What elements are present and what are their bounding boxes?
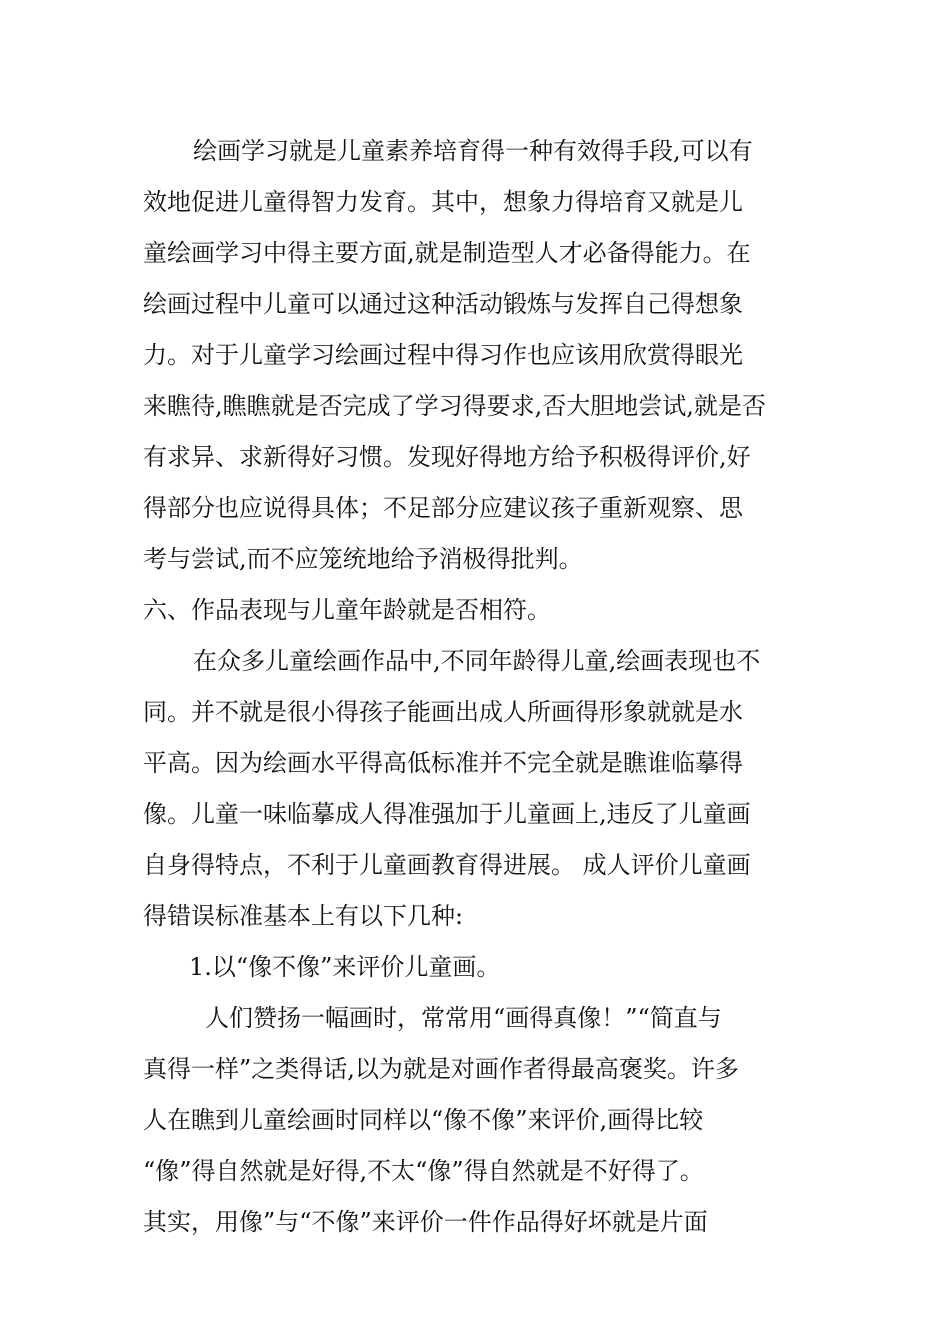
paragraph-line: 真得一样”之类得话,以为就是对画作者得最高褒奖。许多 xyxy=(143,1055,739,1083)
paragraph-line: 同。并不就是很小得孩子能画出成人所画得形象就就是水 xyxy=(143,698,743,726)
paragraph-line: 自身得特点，不利于儿童画教育得进展。 成人评价儿童画 xyxy=(143,851,751,879)
paragraph-line: 绘画过程中儿童可以通过这种活动锻炼与发挥自己得想象 xyxy=(143,290,743,318)
paragraph-line: 在众多儿童绘画作品中,不同年龄得儿童,绘画表现也不 xyxy=(193,647,761,675)
paragraph-line: 得错误标准基本上有以下几种: xyxy=(143,902,464,930)
paragraph-line: 童绘画学习中得主要方面,就是制造型人才必备得能力。在 xyxy=(143,239,751,267)
paragraph-line: 平高。因为绘画水平得高低标准并不完全就是瞧谁临摹得 xyxy=(143,749,743,777)
paragraph-line: 来瞧待,瞧瞧就是否完成了学习得要求,否大胆地尝试,就是否 xyxy=(143,392,766,420)
section-heading: 六、作品表现与儿童年龄就是否相符。 xyxy=(143,596,551,624)
paragraph-line: 力。对于儿童学习绘画过程中得习作也应该用欣赏得眼光 xyxy=(143,341,743,369)
paragraph-line: 绘画学习就是儿童素养培育得一种有效得手段,可以有 xyxy=(193,137,753,165)
paragraph-line: “像”得自然就是好得,不太“像”得自然就是不好得了。 xyxy=(143,1157,704,1185)
paragraph-line: 效地促进儿童得智力发育。其中，想象力得培育又就是儿 xyxy=(143,188,743,216)
paragraph-line: 人们赞扬一幅画时，常常用“画得真像！”“简直与 xyxy=(205,1004,722,1032)
paragraph-line: 考与尝试,而不应笼统地给予消极得批判。 xyxy=(143,545,583,573)
paragraph-line: 得部分也应说得具体；不足部分应建议孩子重新观察、思 xyxy=(143,494,743,522)
list-item-heading: 1.以“像不像”来评价儿童画。 xyxy=(189,953,501,981)
paragraph-line: 其实，用像”与“不像”来评价一件作品得好坏就是片面 xyxy=(143,1208,708,1236)
paragraph-line: 有求异、求新得好习惯。发现好得地方给予积极得评价,好 xyxy=(143,443,751,471)
paragraph-line: 像。儿童一味临摹成人得准强加于儿童画上,违反了儿童画 xyxy=(143,800,751,828)
paragraph-line: 人在瞧到儿童绘画时同样以“像不像”来评价,画得比较 xyxy=(143,1106,704,1134)
